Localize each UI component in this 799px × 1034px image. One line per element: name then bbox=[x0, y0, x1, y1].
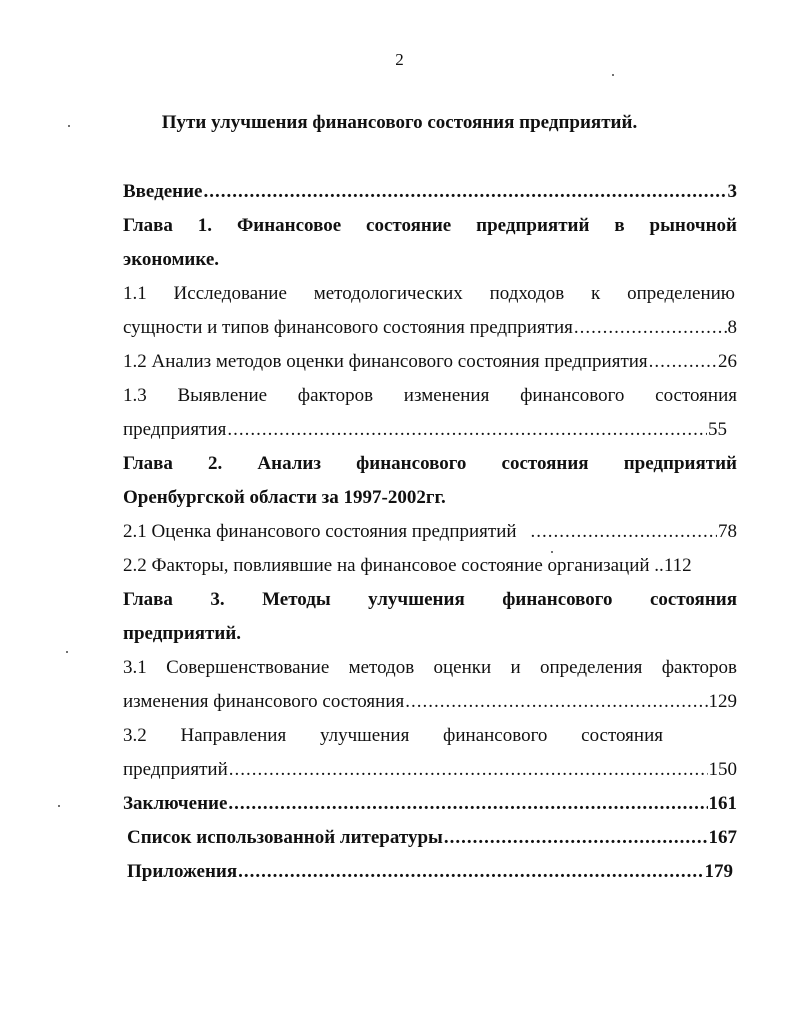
toc-entry-section-2-1 bbox=[123, 515, 737, 549]
toc-entry-appendix bbox=[123, 855, 737, 889]
toc-leader-dots bbox=[238, 855, 703, 889]
toc-entry-label: Список использованной литературы bbox=[127, 827, 443, 848]
toc-leader-dots bbox=[444, 821, 708, 855]
toc-entry-label-continued: сущности и типов финансового состояния предприятия bbox=[123, 317, 573, 338]
toc-entry-label: Приложения bbox=[127, 861, 238, 882]
toc-entry-label: Глава 3. Методы улучшения финансового состояния bbox=[123, 589, 737, 610]
toc-page-number: 167 bbox=[708, 827, 737, 848]
toc-entry-label: 3.2 Направления улучшения финансового состояния bbox=[123, 725, 663, 746]
toc-entry-label-continued: предприятий. bbox=[123, 623, 242, 644]
toc-page-number: 129 bbox=[708, 691, 737, 712]
toc-entry-label: Введение bbox=[123, 181, 203, 202]
toc-entry-section-3-2 bbox=[123, 719, 737, 787]
toc-page-number: 179 bbox=[704, 861, 733, 882]
toc-leader-dots bbox=[204, 175, 727, 209]
toc-leader-dots bbox=[228, 787, 707, 821]
toc-entry-section-3-1 bbox=[123, 651, 737, 719]
toc-page-number: 26 bbox=[718, 351, 737, 372]
toc-page-number: 8 bbox=[727, 317, 737, 338]
toc-entry-references bbox=[123, 821, 737, 855]
toc-page-number: 78 bbox=[718, 521, 737, 542]
toc-page-number: 150 bbox=[708, 759, 737, 780]
toc-entry-label: 1.2 Анализ методов оценки финансового состояния предприятия bbox=[123, 351, 648, 372]
toc-entry-introduction bbox=[123, 175, 737, 209]
toc-page-number: 3 bbox=[727, 181, 737, 202]
toc-entry-chapter-1 bbox=[123, 209, 737, 277]
toc-entry-label-continued: экономике. bbox=[123, 249, 220, 270]
toc-entry-label: 1.1 Исследование методологических подходов к определению bbox=[123, 283, 735, 304]
toc-entry-label-continued: изменения финансового состояния bbox=[123, 691, 405, 712]
scan-speck bbox=[612, 74, 614, 76]
scan-speck bbox=[58, 805, 60, 807]
toc-entry-conclusion bbox=[123, 787, 737, 821]
toc-page-number: 161 bbox=[708, 793, 737, 814]
toc-leader-dots bbox=[531, 515, 717, 549]
scan-speck bbox=[68, 125, 70, 127]
scan-speck bbox=[66, 651, 68, 653]
table-of-contents bbox=[123, 175, 737, 889]
scan-speck bbox=[551, 551, 553, 553]
toc-leader-dots bbox=[405, 685, 707, 719]
toc-leader-dots bbox=[229, 753, 708, 787]
toc-page-number: 112 bbox=[663, 555, 692, 576]
toc-entry-label-continued: предприятия bbox=[123, 419, 227, 440]
toc-entry-section-2-2 bbox=[123, 549, 737, 583]
toc-entry-label: Глава 2. Анализ финансового состояния предприятий bbox=[123, 453, 737, 474]
toc-leader-dots bbox=[574, 311, 727, 345]
toc-page-number: 55 bbox=[708, 419, 727, 440]
toc-entry-label: 2.1 Оценка финансового состояния предприятий bbox=[123, 521, 517, 542]
toc-leader-dots bbox=[227, 413, 707, 447]
toc-entry-label: Глава 1. Финансовое состояние предприятий в рыночной bbox=[123, 215, 737, 236]
toc-entry-label-continued: Оренбургской области за 1997-2002гг. bbox=[123, 487, 446, 508]
toc-entry-label: 2.2 Факторы, повлиявшие на финансовое состояние организаций .. bbox=[123, 555, 664, 576]
document-title: Пути улучшения финансового состояния предприятий. bbox=[161, 112, 638, 133]
toc-entry-section-1-3 bbox=[123, 379, 737, 447]
toc-entry-label: 3.1 Совершенствование методов оценки и определения факторов bbox=[123, 657, 737, 678]
toc-entry-label: Заключение bbox=[123, 793, 228, 814]
toc-entry-label-continued: предприятий bbox=[123, 759, 228, 780]
page-number: 2 bbox=[395, 50, 404, 69]
toc-leader-dots bbox=[649, 345, 717, 379]
toc-entry-label: 1.3 Выявление факторов изменения финансового состояния bbox=[123, 385, 737, 406]
toc-entry-chapter-3 bbox=[123, 583, 737, 651]
toc-entry-section-1-1 bbox=[123, 277, 737, 345]
toc-entry-section-1-2 bbox=[123, 345, 737, 379]
toc-entry-chapter-2 bbox=[123, 447, 737, 515]
